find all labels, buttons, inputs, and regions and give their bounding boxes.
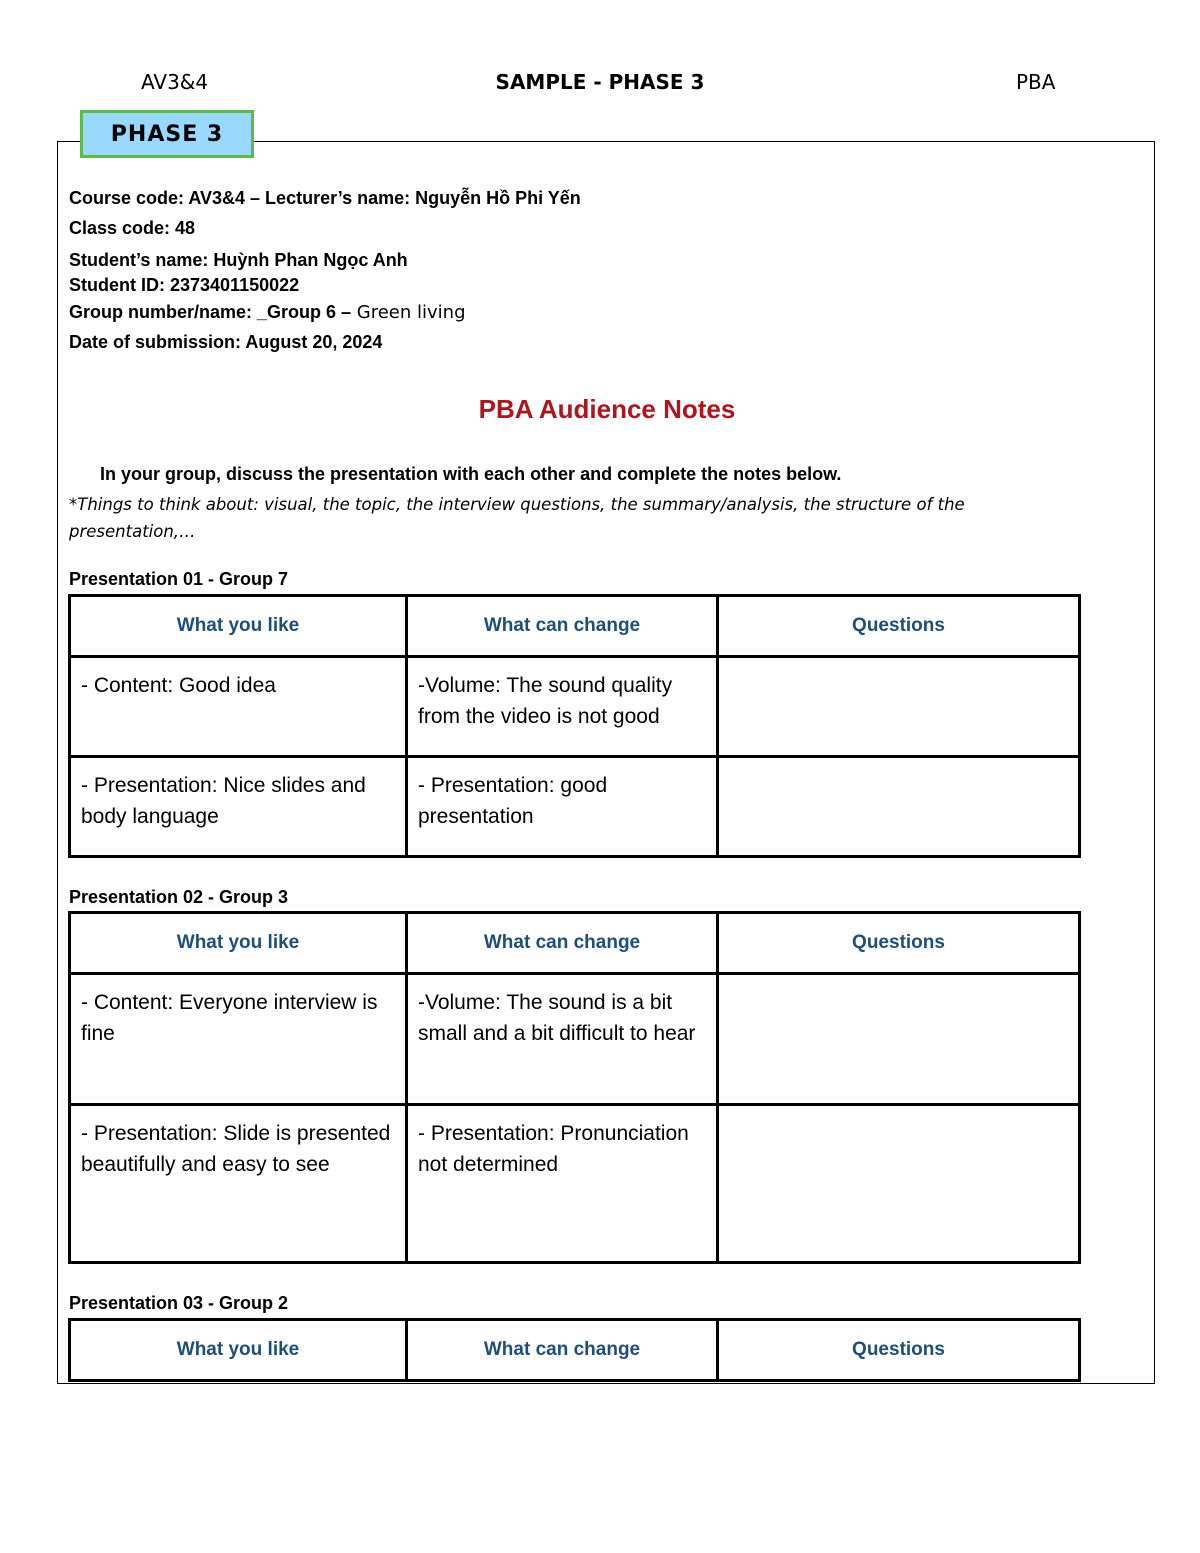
cell-questions[interactable]: [718, 974, 1080, 1105]
header-questions: Questions: [718, 913, 1080, 974]
table-row: [70, 657, 1080, 757]
cell-change[interactable]: - Presentation: good presentation: [407, 757, 718, 857]
cell-like[interactable]: - Content: Good idea: [70, 657, 407, 757]
cell-questions[interactable]: [718, 657, 1080, 757]
group-line: [69, 302, 466, 323]
presentation-1-label: Presentation 01 - Group 7: [69, 569, 289, 589]
cell-like[interactable]: - Presentation: Slide is presented beautifully and easy to see: [70, 1105, 407, 1263]
table-row: [70, 1105, 1080, 1263]
table-header-row: [70, 596, 1080, 657]
table-row: [70, 757, 1080, 857]
cell-change[interactable]: -Volume: The sound quality from the video is not good: [407, 657, 718, 757]
student-id: Student ID: 2373401150022: [69, 275, 300, 295]
header-change: What can change: [407, 1320, 718, 1381]
phase-badge: PHASE 3: [80, 110, 254, 158]
cell-change[interactable]: - Presentation: Pronunciation not determined: [407, 1105, 718, 1263]
group-label: Group number/name: _Group 6 –: [69, 302, 352, 322]
table-header-row: [70, 913, 1080, 974]
header-change: What can change: [407, 596, 718, 657]
header-change: What can change: [407, 913, 718, 974]
header-pba: PBA: [1016, 70, 1056, 94]
presentation-3-table: [68, 1318, 1081, 1382]
header-like: What you like: [70, 913, 407, 974]
student-name: Student’s name: Huỳnh Phan Ngọc Anh: [69, 250, 408, 270]
header-title: SAMPLE - PHASE 3: [495, 70, 705, 94]
class-code: Class code: 48: [69, 218, 196, 238]
cell-like[interactable]: - Content: Everyone interview is fine: [70, 974, 407, 1105]
table-header-row: [70, 1320, 1080, 1381]
cell-questions[interactable]: [718, 757, 1080, 857]
header-like: What you like: [70, 1320, 407, 1381]
submission-date: Date of submission: August 20, 2024: [69, 332, 383, 352]
presentation-2-label: Presentation 02 - Group 3: [69, 887, 289, 907]
header-questions: Questions: [718, 596, 1080, 657]
header-questions: Questions: [718, 1320, 1080, 1381]
header-like: What you like: [70, 596, 407, 657]
header-course: AV3&4: [141, 70, 209, 94]
presentation-2-table: [68, 911, 1081, 1264]
course-line: Course code: AV3&4 – Lecturer’s name: Nguyễn Hồ Phi Yến: [69, 188, 581, 208]
document-title: PBA Audience Notes: [478, 394, 736, 424]
cell-change[interactable]: -Volume: The sound is a bit small and a bit difficult to hear: [407, 974, 718, 1105]
cell-like[interactable]: - Presentation: Nice slides and body language: [70, 757, 407, 857]
presentation-1-table: [68, 594, 1081, 858]
presentation-3-label: Presentation 03 - Group 2: [69, 1293, 289, 1313]
table-row: [70, 974, 1080, 1105]
cell-questions[interactable]: [718, 1105, 1080, 1263]
instruction-text: In your group, discuss the presentation with each other and complete the notes below.: [100, 464, 842, 484]
group-topic: Green living: [351, 302, 466, 323]
thinking-note: *Things to think about: visual, the topic, the interview questions, the summary/analysis, the structure of the presentation,…: [69, 495, 965, 541]
